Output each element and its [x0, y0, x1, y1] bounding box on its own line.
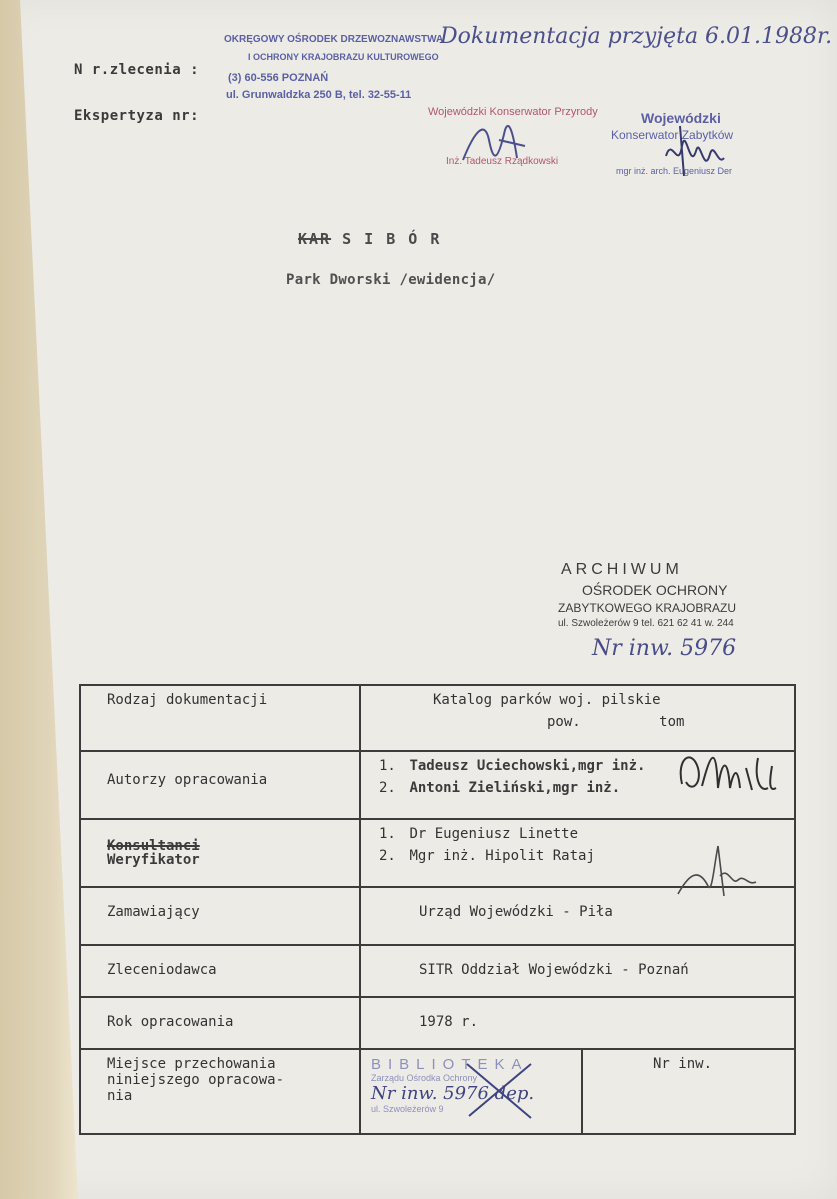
doc-type-tom: tom	[659, 714, 685, 730]
storage-label-line3: nia	[107, 1088, 133, 1104]
table-row-storage	[80, 1049, 795, 1134]
library-stamp-line3: ul. Szwoleżerów 9	[371, 1104, 444, 1114]
table-row-year	[80, 997, 795, 1049]
inventory-number-label: Nr inw.	[582, 1049, 795, 1134]
archive-stamp-line1: ARCHIWUM	[561, 561, 683, 578]
document-title	[298, 230, 441, 248]
expertise-number-label: Ekspertyza nr:	[74, 108, 200, 124]
verifier-signature	[668, 836, 778, 906]
commissioner-value: SITR Oddział Wojewódzki - Poznań	[360, 945, 795, 997]
monuments-stamp-line3: mgr inż. arch. Eugeniusz Der	[616, 166, 733, 176]
archive-stamp-line4: ul. Szwoleżerów 9 tel. 621 62 41 w. 244	[558, 618, 734, 629]
orderer-label: Zamawiający	[80, 887, 360, 945]
nature-stamp-line1: Wojewódzki Konserwator Przyrody	[428, 106, 598, 118]
storage-label-cell	[80, 1049, 360, 1134]
year-label: Rok opracowania	[80, 997, 360, 1049]
authors-signature	[672, 738, 792, 808]
commissioner-label: Zleceniodawca	[80, 945, 360, 997]
storage-label-line2: niniejszego opracowa-	[107, 1072, 285, 1088]
nature-stamp-line2: Inż. Tadeusz Rządkowski	[446, 156, 559, 167]
title-main: S I B Ó R	[342, 230, 442, 248]
library-stamp-line1: BIBLIOTEKA	[371, 1056, 529, 1073]
archive-handwritten-inventory: Nr inw. 5976	[592, 636, 737, 661]
title-struck-prefix: KAR	[298, 230, 332, 248]
doc-type-label: Rodzaj dokumentacji	[80, 685, 360, 751]
monuments-conservator-signature	[660, 116, 750, 186]
verifier-2-name: Mgr inż. Hipolit Rataj	[409, 848, 595, 864]
year-value: 1978 r.	[360, 997, 795, 1049]
office-stamp-line2: I OCHRONY KRAJOBRAZU KULTUROWEGO	[248, 52, 439, 62]
archive-stamp-line3: ZABYTKOWEGO KRAJOBRAZU	[558, 601, 737, 615]
cross-out-mark	[461, 1056, 541, 1126]
doc-type-pow: pow.	[547, 714, 581, 730]
author-1-number: 1.	[379, 758, 396, 774]
library-stamp-cell	[360, 1049, 582, 1134]
office-stamp-line3: (3) 60-556 POZNAŃ	[228, 72, 329, 84]
doc-type-pow-tom	[433, 714, 784, 730]
document-subtitle: Park Dworski /ewidencja/	[286, 272, 496, 288]
author-1-name: Tadeusz Uciechowski,mgr inż.	[409, 758, 646, 774]
nature-conservator-signature	[455, 110, 545, 180]
storage-label-line1: Miejsce przechowania	[107, 1056, 276, 1072]
verifier-1-number: 1.	[379, 826, 396, 842]
consultants-struck-label: Konsultanci	[107, 838, 200, 854]
doc-type-value: Katalog parków woj. pilskie	[433, 692, 661, 708]
handwritten-receipt-note: Dokumentacja przyjęta 6.01.1988r.	[440, 24, 833, 49]
archive-stamp-line2: OŚRODEK OCHRONY	[582, 582, 728, 598]
library-stamp-line2: Zarządu Ośrodka Ochrony	[371, 1073, 478, 1083]
verifier-2-number: 2.	[379, 848, 396, 864]
order-number-label: N r.zlecenia :	[74, 62, 200, 78]
office-stamp-line1: OKRĘGOWY OŚRODEK DRZEWOZNAWSTWA	[224, 34, 444, 45]
verifier-label: Weryfikator	[107, 852, 200, 868]
author-2-number: 2.	[379, 780, 396, 796]
table-row-commissioner	[80, 945, 795, 997]
authors-label: Autorzy opracowania	[80, 751, 360, 819]
monuments-stamp-line1: Wojewódzki	[641, 110, 721, 126]
verifier-label-cell	[80, 819, 360, 887]
author-2-name: Antoni Zieliński,mgr inż.	[409, 780, 621, 796]
monuments-stamp-line2: Konserwator Zabytków	[611, 128, 734, 142]
office-stamp-line4: ul. Grunwaldzka 250 B, tel. 32-55-11	[226, 89, 412, 101]
verifier-1-name: Dr Eugeniusz Linette	[409, 826, 579, 842]
orderer-value: Urząd Wojewódzki - Piła	[360, 887, 795, 945]
library-handwritten-inventory: Nr inw. 5976 dep.	[371, 1083, 535, 1104]
